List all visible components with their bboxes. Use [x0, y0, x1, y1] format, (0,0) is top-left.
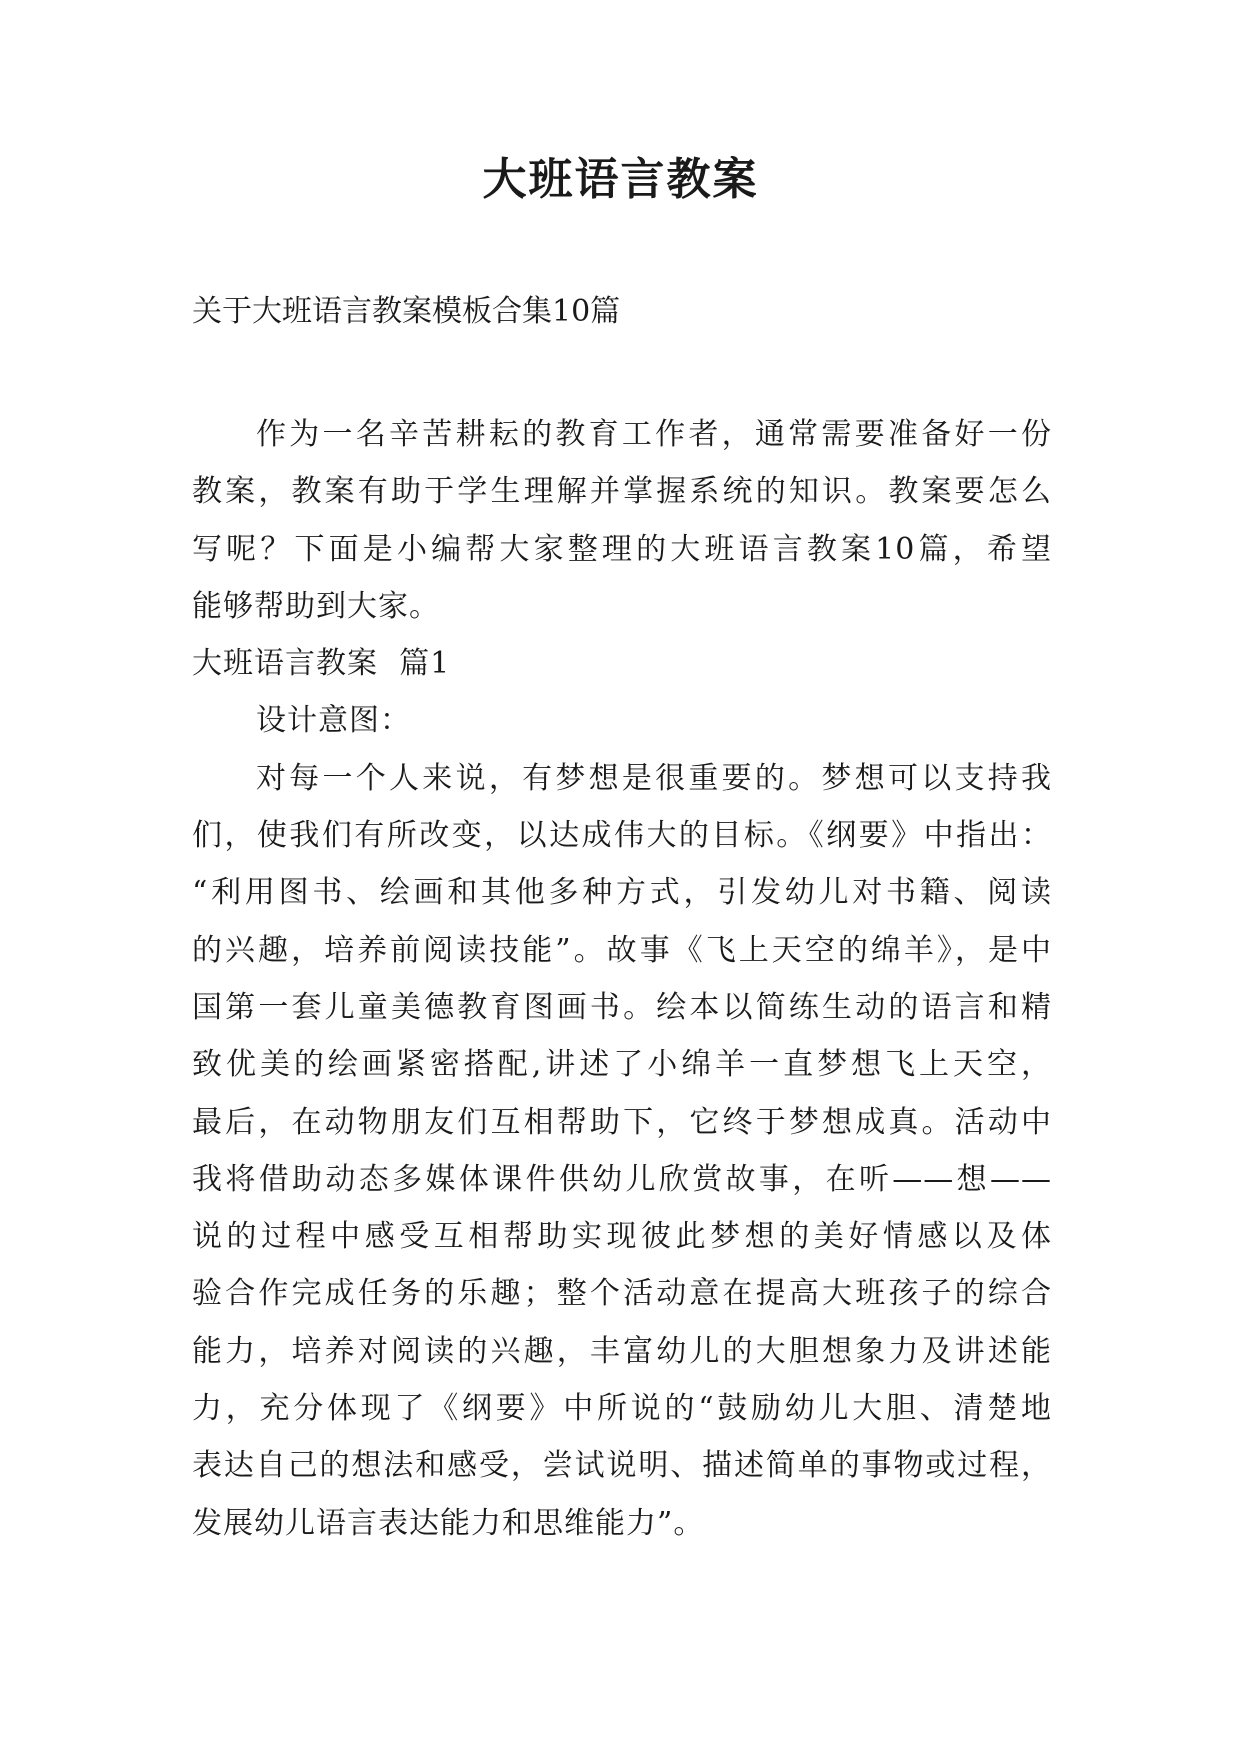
section-heading: 大班语言教案 篇1 [192, 646, 451, 682]
document-subtitle: 关于大班语言教案模板合集10篇 [192, 294, 621, 329]
section-label: 设计意图： [256, 703, 411, 739]
document-body [192, 406, 1052, 1552]
body-line: “利用图书、绘画和其他多种方式，引发幼儿对书籍、阅读 [192, 875, 1052, 911]
body-line: 说的过程中感受互相帮助实现彼此梦想的美好情感以及体 [192, 1219, 1052, 1255]
body-line: 验合作完成任务的乐趣；整个活动意在提高大班孩子的综合 [192, 1276, 1052, 1312]
body-line: 致优美的绘画紧密搭配,讲述了小绵羊一直梦想飞上天空， [192, 1047, 1052, 1083]
body-line: 发展幼儿语言表达能力和思维能力”。 [192, 1505, 705, 1541]
body-line: 我将借助动态多媒体课件供幼儿欣赏故事，在听——想—— [192, 1161, 1052, 1197]
body-line: 们，使我们有所改变，以达成伟大的目标。《纲要》中指出： [192, 818, 1052, 854]
body-line: 能力，培养对阅读的兴趣，丰富幼儿的大胆想象力及讲述能 [192, 1333, 1052, 1369]
body-line: 最后，在动物朋友们互相帮助下，它终于梦想成真。活动中 [192, 1104, 1052, 1140]
body-line: 的兴趣，培养前阅读技能”。故事《飞上天空的绵羊》，是中 [192, 932, 1052, 968]
body-line: 作为一名辛苦耕耘的教育工作者，通常需要准备好一份 [256, 417, 1052, 452]
document-title: 大班语言教案 [482, 154, 759, 205]
body-line: 能够帮助到大家。 [192, 588, 440, 624]
body-line: 对每一个人来说，有梦想是很重要的。梦想可以支持我 [256, 760, 1052, 796]
body-line: 国第一套儿童美德教育图画书。绘本以简练生动的语言和精 [192, 989, 1052, 1025]
body-line: 写呢？下面是小编帮大家整理的大班语言教案10篇，希望 [192, 531, 1052, 567]
body-line: 表达自己的想法和感受，尝试说明、描述简单的事物或过程， [192, 1448, 1052, 1484]
body-line: 教案，教案有助于学生理解并掌握系统的知识。教案要怎么 [192, 474, 1052, 510]
body-line: 力，充分体现了《纲要》中所说的“鼓励幼儿大胆、清楚地 [192, 1391, 1052, 1427]
